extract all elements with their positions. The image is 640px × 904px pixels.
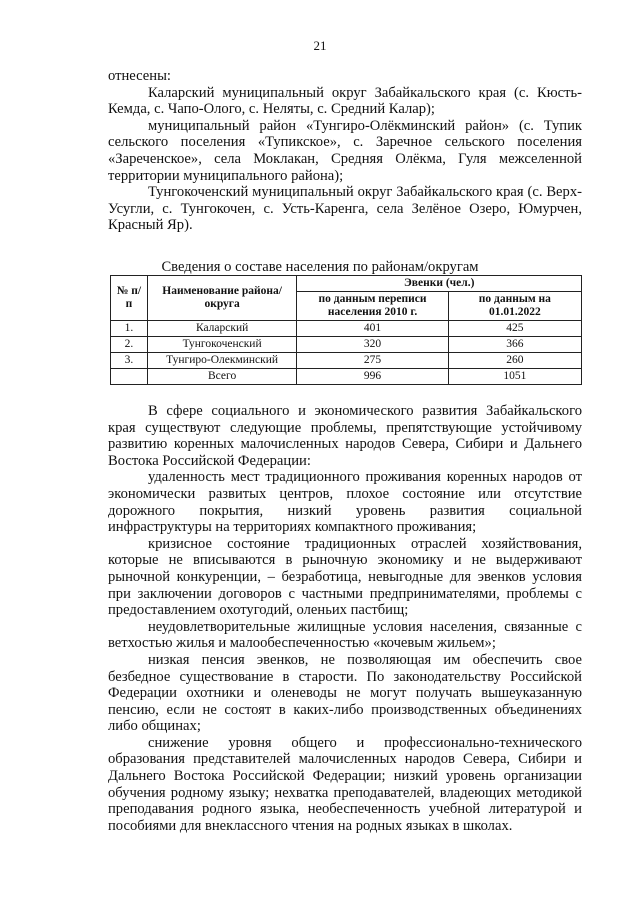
header-num: № п/п (111, 276, 148, 321)
paragraph: муниципальный район «Тунгиро-Олёкминский район» (с. Тупик сельского поселения «Тупикское», с. Заречное сельского поселения «Зареченское», села Моклакан, Средняя Олёкма, Гуля межселенной территории муниципального района); (108, 117, 582, 184)
cell-census: 401 (297, 321, 448, 337)
header-name: Наименование района/округа (147, 276, 297, 321)
population-table (110, 275, 582, 385)
paragraph: неудовлетворительные жилищные условия населения, связанные с ветхостью жилья и малообеспеченностью «кочевым жильем»; (108, 618, 582, 652)
cell-current: 425 (448, 321, 581, 337)
cell-current: 366 (448, 337, 581, 353)
cell-census: 996 (297, 369, 448, 385)
cell-num (111, 369, 148, 385)
header-current: по данным на 01.01.2022 (448, 292, 581, 321)
table-row (111, 321, 582, 337)
intro-text-block (108, 68, 582, 234)
paragraph: Каларский муниципальный округ Забайкальского края (с. Кюсть-Кемда, с. Чапо-Олого, с. Неляты, с. Средний Калар); (108, 84, 582, 118)
cell-census: 320 (297, 337, 448, 353)
cell-current: 260 (448, 353, 581, 369)
cell-name: Тунгиро-Олекминский (147, 353, 297, 369)
page-number: 21 (313, 38, 327, 53)
table-row (111, 353, 582, 369)
cell-name: Всего (147, 369, 297, 385)
header-census: по данным переписи населения 2010 г. (297, 292, 448, 321)
table-total-row (111, 369, 582, 385)
header-group: Эвенки (чел.) (297, 276, 582, 292)
paragraph: кризисное состояние традиционных отраслей хозяйствования, которые не вписываются в рыночную экономику и не выдерживают рыночной конкуренции, – безработица, невыгодные для эвенков условия при заключении договоров с частными предпринимателями, проблемы с предоставлением охотугодий, оленьих пастбищ; (108, 535, 582, 619)
problems-text-block (108, 403, 582, 834)
cell-name: Каларский (147, 321, 297, 337)
cell-census: 275 (297, 353, 448, 369)
paragraph: снижение уровня общего и профессионально-технического образования представителей малочисленных народов Севера, Сибири и Дальнего Востока Российской Федерации; низкий уровень организации обучения родному языку; нехватка преподавателей, владеющих методикой преподавания родного языка, необеспеченность учебной литературой и пособиями для внеклассного чтения на родных языках в школах. (108, 734, 582, 834)
table-row (111, 337, 582, 353)
paragraph: низкая пенсия эвенков, не позволяющая им обеспечить свое безбедное существование в старости. По законодательству Российской Федерации охотники и оленеводы не могут получать вышеуказанную пенсию, если не состоят в каких-либо производственных объединениях либо общинах; (108, 651, 582, 735)
paragraph: Тунгокоченский муниципальный округ Забайкальского края (с. Верх-Усугли, с. Тунгокочен, с. Усть-Каренга, села Зелёное Озеро, Юмурчен, Красный Яр). (108, 184, 582, 234)
cell-name: Тунгокоченский (147, 337, 297, 353)
cell-current: 1051 (448, 369, 581, 385)
table-caption: Сведения о составе населения по районам/округам (161, 259, 479, 275)
paragraph: В сфере социального и экономического развития Забайкальского края существуют следующие проблемы, препятствующие устойчивому развитию коренных малочисленных народов Севера, Сибири и Дальнего Востока Российской Федерации: (108, 403, 582, 469)
paragraph: удаленность мест традиционного проживания коренных народов от экономически развитых центров, плохое состояние или отсутствие дорожного покрытия, низкий уровень развития социальной инфраструктуры на территориях компактного проживания; (108, 469, 582, 536)
cell-num: 2. (111, 337, 148, 353)
cell-num: 1. (111, 321, 148, 337)
cell-num: 3. (111, 353, 148, 369)
table-header-row (111, 276, 582, 292)
paragraph: отнесены: (108, 68, 171, 84)
